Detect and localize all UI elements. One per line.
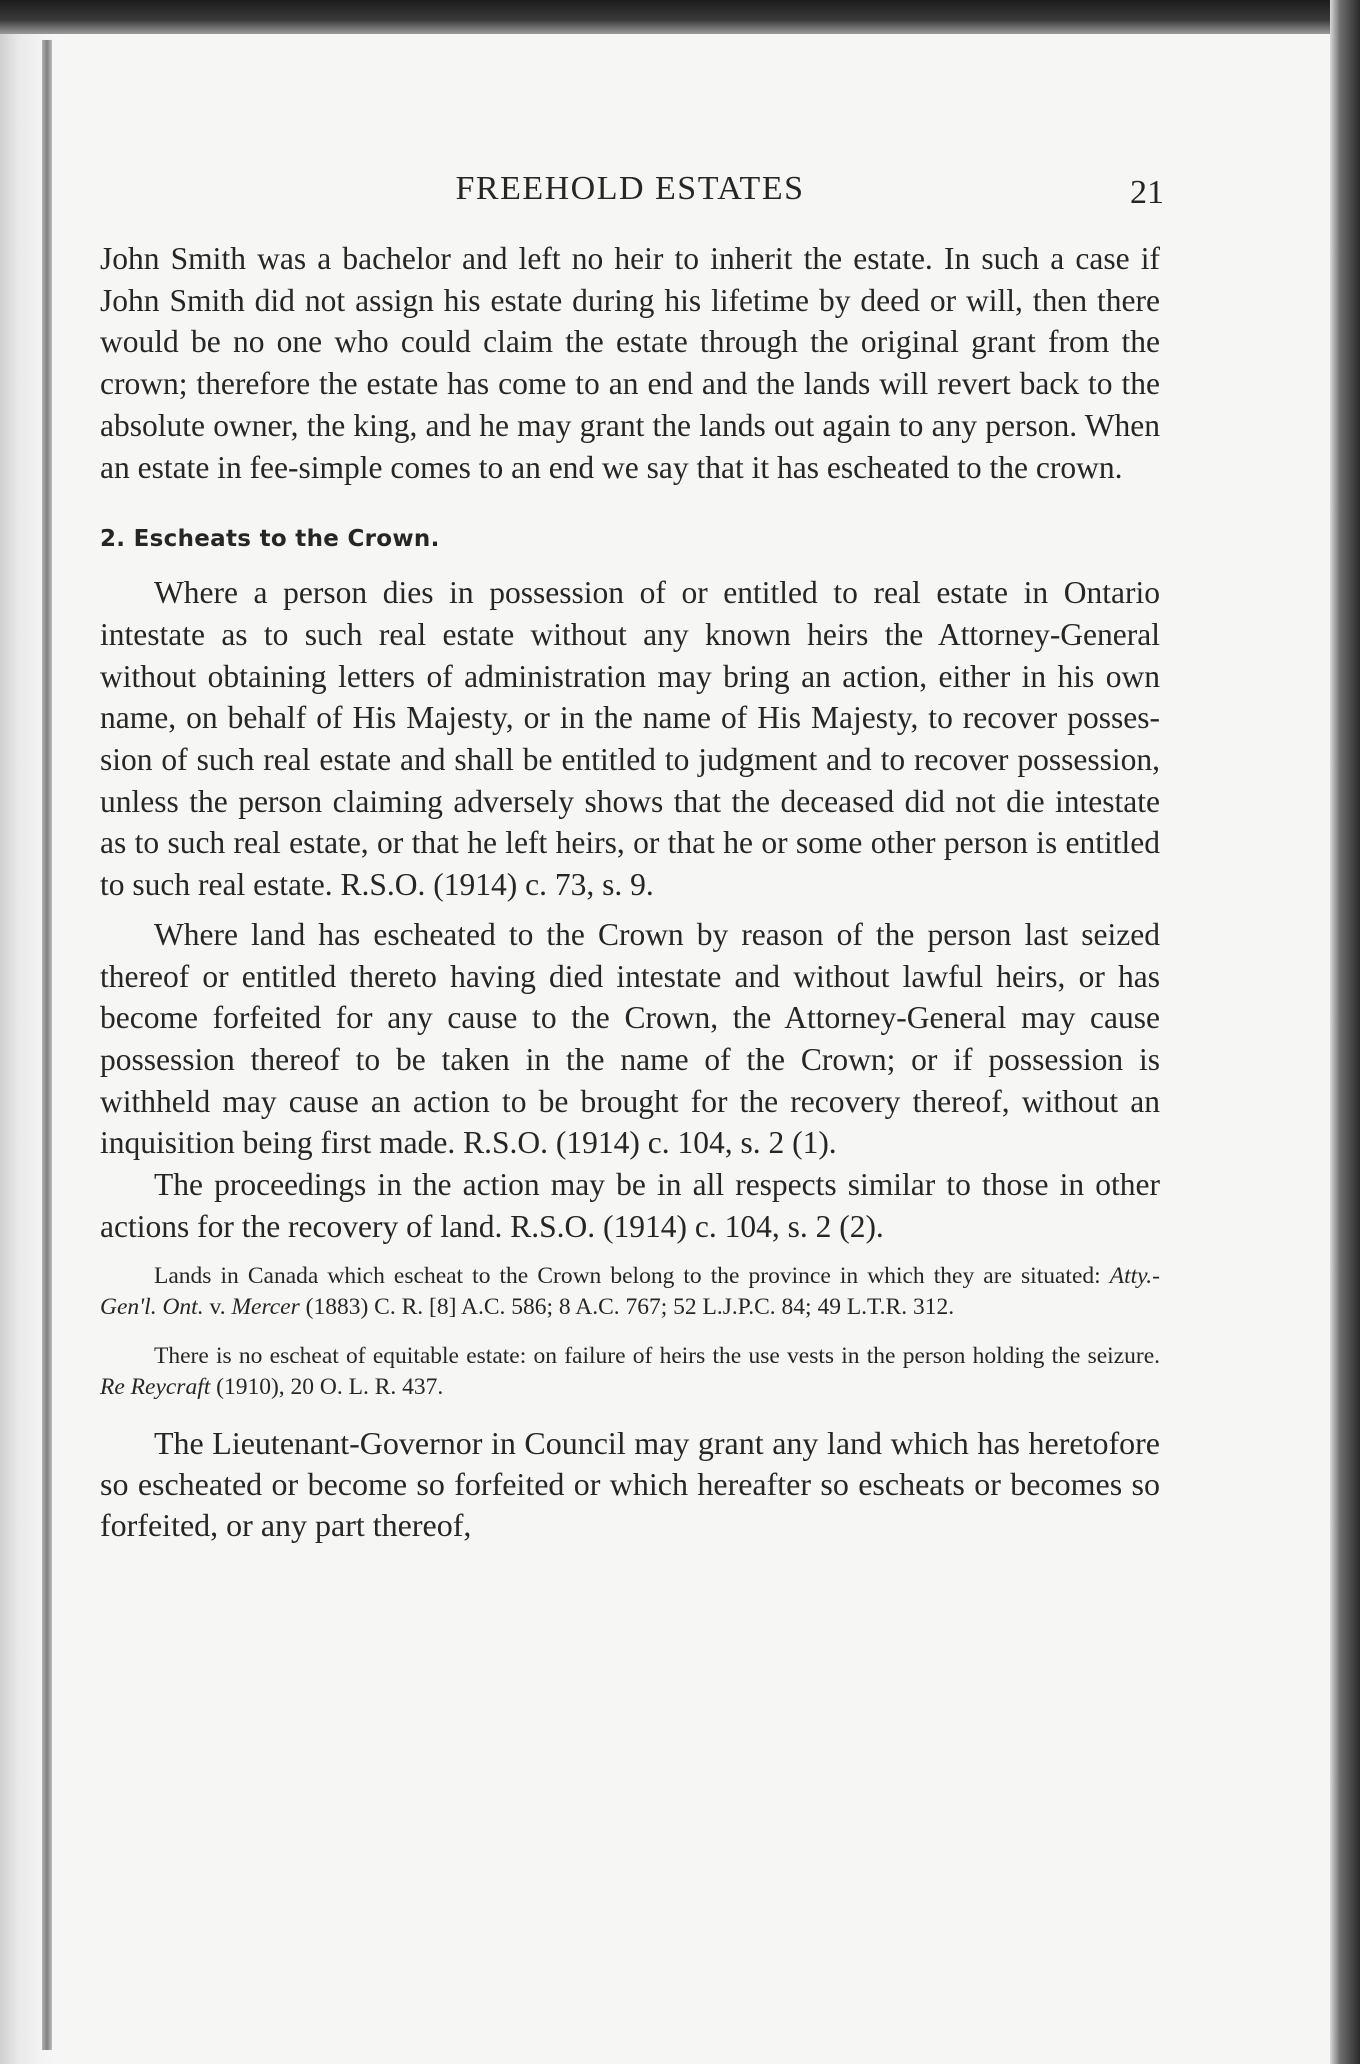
section-heading: 2. Escheats to the Crown.: [100, 526, 440, 553]
case-party: Mercer: [231, 1294, 300, 1321]
note-citation: (1883) C. R. [8] A.C. 586; 8 A.C. 767; 52 L.J.P.C. 84; 49 L.T.R. 312.: [299, 1294, 955, 1321]
scan-right-edge: [1330, 0, 1360, 2064]
note-text: v.: [203, 1294, 232, 1321]
page-number: 21: [1130, 174, 1164, 211]
footnote-provincial-escheat: [100, 1261, 1160, 1323]
paragraph-proceedings: The proceedings in the action may be in all respects similar to those in other actions for the recovery of land. R.S.O. (1914) c. 104, s. 2 (2).: [100, 1167, 1160, 1244]
note-text: There is no escheat of equitable estate: on failure of heirs the use vests in the person holding the seizure.: [154, 1343, 1160, 1370]
paragraph-lieutenant-governor: The Lieutenant-Governor in Council may grant any land which has heretofore so escheated or become so forfeited or which hereafter so escheats or becomes so forfeited, or any part thereof,: [100, 1425, 1160, 1544]
page-content: [100, 170, 1164, 1546]
running-title: FREEHOLD ESTATES: [455, 170, 805, 207]
footnote-equitable-estate: [100, 1341, 1160, 1403]
case-name: Re Reycraft: [100, 1374, 211, 1401]
page-binding-shadow: [42, 40, 52, 2050]
running-head: [100, 170, 1164, 230]
note-text: Lands in Canada which escheat to the Crown belong to the province in which they are situated:: [154, 1263, 1110, 1290]
note-citation: (1910), 20 O. L. R. 437.: [210, 1374, 444, 1401]
paragraph-escheat-action: Where a person dies in possession of or entitled to real estate in Ontario intestate as to such real estate without any known heirs the Attorney-General without obtaining letters of administration may bring an action, either in his own name, on behalf of His Majesty, or in the name of His Majesty, to recover possession of such real estate and shall be entitled to judgment and to recover possession, unless the person claiming adversely shows that the deceased did not die intestate as to such real estate, or that he left heirs, or that he or some other person is entitled to such real estate. R.S.O. (1914) c. 73, s. 9.: [100, 575, 1160, 903]
scan-top-edge: [0, 0, 1360, 34]
paragraph-continued: John Smith was a bachelor and left no heir to inherit the estate. In such a case if John Smith did not assign his estate during his lifetime by deed or will, then there would be no one who could claim the estate through the original grant from the crown; therefore the estate has come to an end and the lands will revert back to the absolute owner, the king, and he may grant the lands out again to any person. When an estate in fee-simple comes to an end we say that it has escheated to the crown.: [100, 241, 1160, 485]
paragraph-escheated-land: Where land has escheated to the Crown by reason of the person last seized thereof or entitled thereto having died intestate and without lawful heirs, or has become forfeited for any cause to the Crown, the Attorney-General may cause possession thereof to be taken in the name of the Crown; or if possession is withheld may cause an action to be brought for the recovery thereof, without an inquisition being first made. R.S.O. (1914) c. 104, s. 2 (1).: [100, 916, 1160, 1161]
case-name: Atty.-Gen'l. Ont.: [100, 1263, 1160, 1321]
